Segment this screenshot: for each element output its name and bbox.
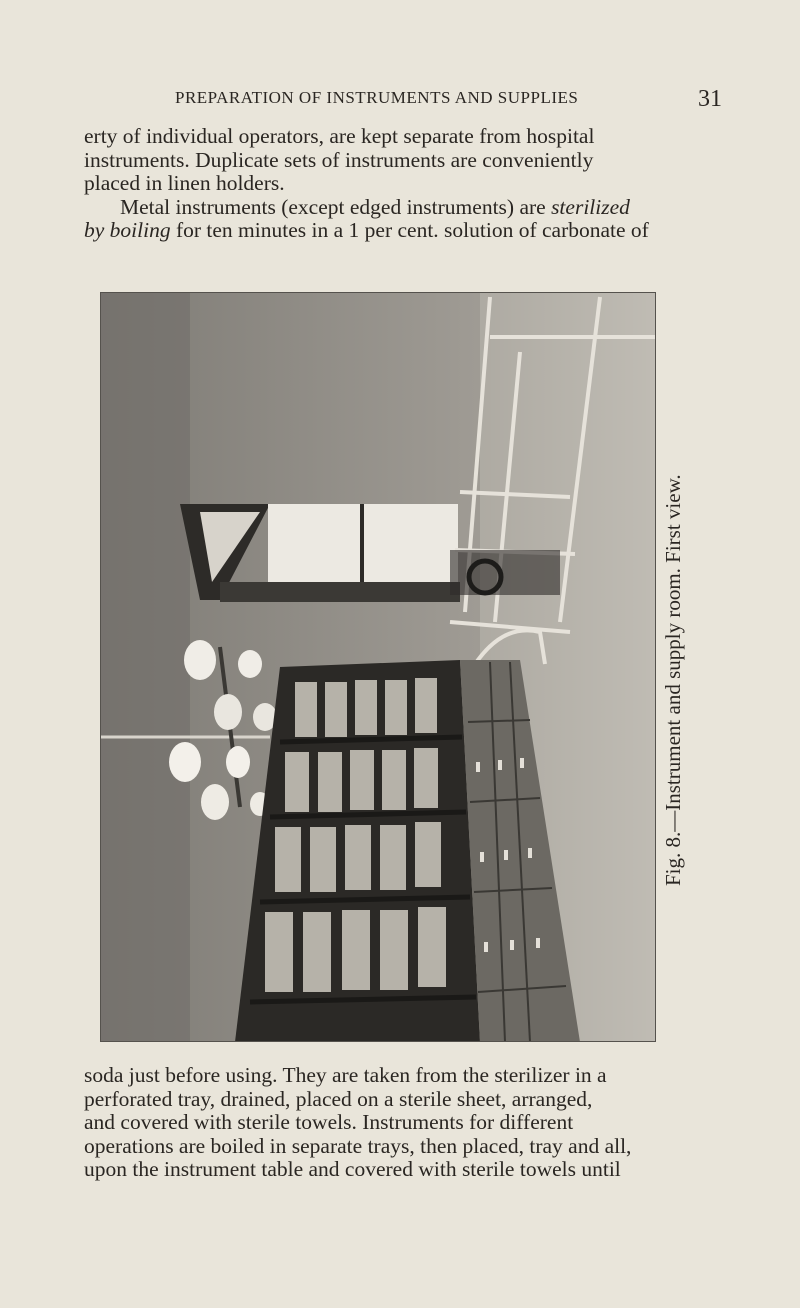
text-line: instruments. Duplicate sets of instruments are conveniently bbox=[84, 147, 594, 172]
page-number: 31 bbox=[698, 86, 722, 112]
text-line: perforated tray, drained, placed on a sterile sheet, arranged, bbox=[84, 1086, 593, 1111]
running-head: PREPARATION OF INSTRUMENTS AND SUPPLIES bbox=[175, 88, 579, 107]
window bbox=[180, 504, 460, 602]
instrument-room-photo bbox=[100, 292, 656, 1042]
text-span: Metal instruments (except edged instruments) are bbox=[120, 194, 552, 219]
text-line: erty of individual operators, are kept separate from hospital bbox=[84, 124, 595, 148]
bottom-text bbox=[84, 1064, 734, 1182]
text-line: placed in linen holders. bbox=[84, 171, 285, 196]
text-line: upon the instrument table and covered with sterile towels until bbox=[84, 1157, 621, 1182]
text-line: soda just before using. They are taken from the sterilizer in a bbox=[84, 1063, 607, 1087]
figure-photo bbox=[100, 292, 656, 1042]
text-line: and covered with sterile towels. Instruments for different bbox=[84, 1110, 574, 1135]
figure-caption: Fig. 8.—Instrument and supply room. First view. bbox=[661, 474, 685, 886]
top-text bbox=[84, 125, 734, 243]
text-line bbox=[84, 196, 734, 220]
text-span: for ten minutes in a 1 per cent. solution of carbonate of bbox=[170, 218, 649, 243]
supply-cabinet bbox=[235, 660, 580, 1042]
text-line: operations are boiled in separate trays, then placed, tray and all, bbox=[84, 1133, 632, 1158]
emphasis: sterilized bbox=[551, 194, 630, 219]
emphasis: by boiling bbox=[84, 218, 171, 243]
text-line bbox=[84, 219, 734, 243]
